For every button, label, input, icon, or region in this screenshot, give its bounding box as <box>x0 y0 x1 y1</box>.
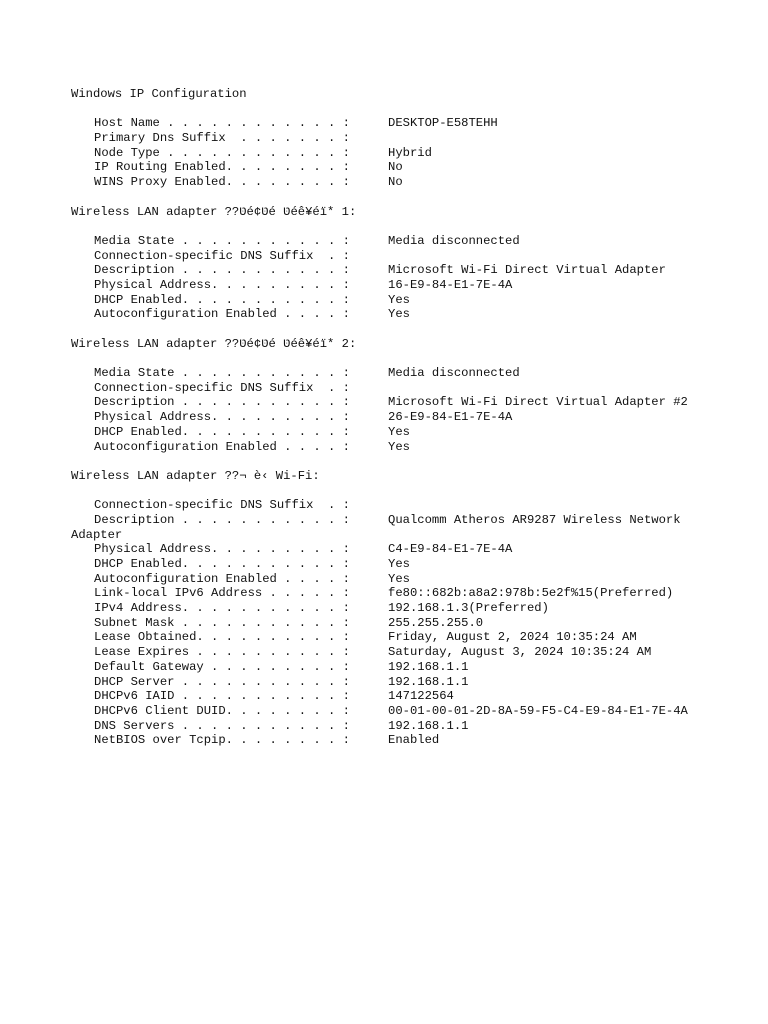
adapter-2-header: Wireless LAN adapter ??טּé¢טּé טּéê¥éï* 2: <box>71 336 357 351</box>
row-label: Description . . . . . . . . . . . : <box>94 512 358 527</box>
ipconfig-document <box>71 87 761 748</box>
row-value: 16-E9-84-E1-7E-4A <box>388 277 513 292</box>
config-row <box>94 645 761 660</box>
row-value: 192.168.1.1 <box>388 674 469 689</box>
row-label: Connection-specific DNS Suffix . : <box>94 248 358 263</box>
host-section <box>71 116 761 189</box>
config-row <box>94 278 761 293</box>
row-label: Subnet Mask . . . . . . . . . . . : <box>94 615 358 630</box>
config-row <box>94 616 761 631</box>
adapter-3-section-top <box>71 498 761 527</box>
config-row <box>94 366 761 381</box>
row-value: Microsoft Wi-Fi Direct Virtual Adapter #2 <box>388 395 688 410</box>
row-value: Yes <box>388 292 410 307</box>
row-label: DNS Servers . . . . . . . . . . . : <box>94 718 358 733</box>
adapter-1-section <box>71 234 761 322</box>
row-label: Link-local IPv6 Address . . . . . : <box>94 586 358 601</box>
config-row <box>94 131 761 146</box>
row-value: C4-E9-84-E1-7E-4A <box>388 542 513 557</box>
config-row <box>94 572 761 587</box>
row-value: 26-E9-84-E1-7E-4A <box>388 410 513 425</box>
row-label: DHCPv6 Client DUID. . . . . . . . : <box>94 703 358 718</box>
spacer <box>71 484 761 499</box>
config-row <box>94 293 761 308</box>
config-row <box>94 513 761 528</box>
row-label: Lease Expires . . . . . . . . . . : <box>94 645 358 660</box>
row-label: Default Gateway . . . . . . . . . : <box>94 659 358 674</box>
config-row <box>94 175 761 190</box>
row-value: Microsoft Wi-Fi Direct Virtual Adapter <box>388 263 666 278</box>
row-label: Connection-specific DNS Suffix . : <box>94 380 358 395</box>
row-label: Physical Address. . . . . . . . . : <box>94 277 358 292</box>
config-row <box>94 557 761 572</box>
config-row <box>94 234 761 249</box>
row-value: Yes <box>388 307 410 322</box>
row-value: Qualcomm Atheros AR9287 Wireless Network <box>388 512 681 527</box>
config-row <box>94 440 761 455</box>
config-row <box>94 704 761 719</box>
row-label: Physical Address. . . . . . . . . : <box>94 542 358 557</box>
row-value: Media disconnected <box>388 366 520 381</box>
config-row <box>94 630 761 645</box>
row-label: Physical Address. . . . . . . . . : <box>94 410 358 425</box>
row-value: 147122564 <box>388 689 454 704</box>
row-label: Host Name . . . . . . . . . . . . : <box>94 116 358 131</box>
row-label: IP Routing Enabled. . . . . . . . : <box>94 160 358 175</box>
config-row <box>94 249 761 264</box>
config-row <box>94 498 761 513</box>
config-row <box>94 601 761 616</box>
row-label: DHCP Enabled. . . . . . . . . . . : <box>94 424 358 439</box>
adapter-3-header: Wireless LAN adapter ??¬ è‹ Wi-Fi: <box>71 468 320 483</box>
config-row <box>94 660 761 675</box>
row-label: Autoconfiguration Enabled . . . . : <box>94 571 358 586</box>
row-value: 255.255.255.0 <box>388 615 484 630</box>
adapter-2-section <box>71 366 761 454</box>
row-label: Autoconfiguration Enabled . . . . : <box>94 307 358 322</box>
row-value: Hybrid <box>388 145 432 160</box>
row-label: Connection-specific DNS Suffix . : <box>94 498 358 513</box>
row-label: DHCPv6 IAID . . . . . . . . . . . : <box>94 689 358 704</box>
row-value: Media disconnected <box>388 233 520 248</box>
row-label: Media State . . . . . . . . . . . : <box>94 233 358 248</box>
config-row <box>94 160 761 175</box>
row-value: 192.168.1.1 <box>388 718 469 733</box>
row-value: No <box>388 160 403 175</box>
config-row <box>94 675 761 690</box>
adapter-3-section <box>71 542 761 748</box>
row-label: DHCP Server . . . . . . . . . . . : <box>94 674 358 689</box>
document-title: Windows IP Configuration <box>71 87 247 101</box>
config-row <box>94 307 761 322</box>
row-value: Enabled <box>388 733 440 748</box>
config-row <box>94 395 761 410</box>
config-row <box>94 586 761 601</box>
row-value: Yes <box>388 439 410 454</box>
adapter-1-header: Wireless LAN adapter ??טּé¢טּé טּéê¥éï* 1: <box>71 204 357 219</box>
row-value: Yes <box>388 557 410 571</box>
row-label: Description . . . . . . . . . . . : <box>94 263 358 278</box>
config-row <box>94 719 761 734</box>
spacer <box>71 190 761 205</box>
row-label: DHCP Enabled. . . . . . . . . . . : <box>94 557 358 571</box>
row-label: Autoconfiguration Enabled . . . . : <box>94 439 358 454</box>
config-row <box>94 410 761 425</box>
row-value: 00-01-00-01-2D-8A-59-F5-C4-E9-84-E1-7E-4A <box>388 703 688 718</box>
spacer <box>71 219 761 234</box>
row-value: No <box>388 175 403 190</box>
config-row <box>94 542 761 557</box>
row-value: DESKTOP-E58TEHH <box>388 116 498 131</box>
row-label: DHCP Enabled. . . . . . . . . . . : <box>94 292 358 307</box>
spacer <box>71 322 761 337</box>
row-label: Primary Dns Suffix . . . . . . . : <box>94 131 358 146</box>
row-label: NetBIOS over Tcpip. . . . . . . . : <box>94 733 358 748</box>
description-continuation: Adapter <box>71 527 123 542</box>
config-row <box>94 263 761 278</box>
row-label: WINS Proxy Enabled. . . . . . . . : <box>94 175 358 190</box>
spacer <box>71 351 761 366</box>
row-value: Saturday, August 3, 2024 10:35:24 AM <box>388 645 652 660</box>
config-row <box>94 733 761 748</box>
row-label: Node Type . . . . . . . . . . . . : <box>94 145 358 160</box>
row-label: Description . . . . . . . . . . . : <box>94 395 358 410</box>
row-value: fe80::682b:a8a2:978b:5e2f%15(Preferred) <box>388 586 674 601</box>
row-value: 192.168.1.1 <box>388 659 469 674</box>
row-value: Friday, August 2, 2024 10:35:24 AM <box>388 630 637 645</box>
config-row <box>94 381 761 396</box>
config-row <box>94 116 761 131</box>
spacer <box>71 102 761 117</box>
row-label: Media State . . . . . . . . . . . : <box>94 366 358 381</box>
config-row <box>94 146 761 161</box>
spacer <box>71 454 761 469</box>
config-row <box>94 689 761 704</box>
row-value: Yes <box>388 424 410 439</box>
row-value: 192.168.1.3(Preferred) <box>388 601 549 616</box>
row-label: Lease Obtained. . . . . . . . . . : <box>94 630 358 645</box>
row-value: Yes <box>388 571 410 586</box>
config-row <box>94 425 761 440</box>
row-label: IPv4 Address. . . . . . . . . . . : <box>94 601 358 616</box>
